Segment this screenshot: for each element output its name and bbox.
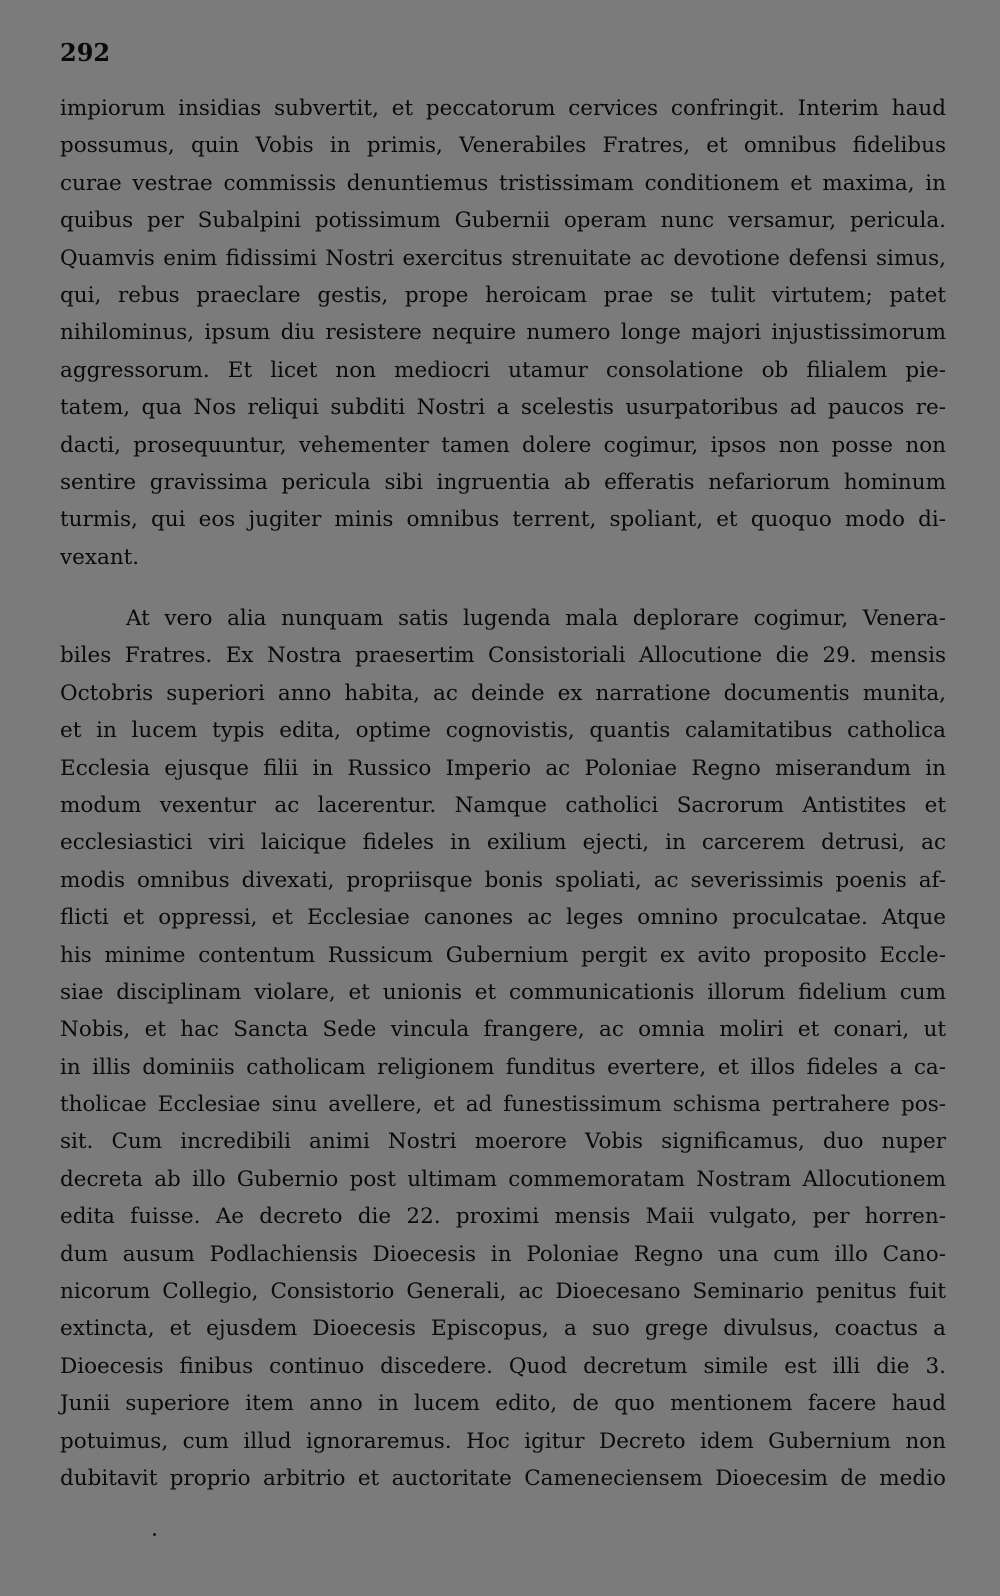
page-number: 292 <box>60 38 111 67</box>
text-line: decreta ab illo Gubernio post ultimam commemoratam Nostram Allocutionem <box>60 1166 946 1192</box>
text-line: dubitavit proprio arbitrio et auctoritate Cameneciensem Dioecesim de medio <box>60 1465 946 1491</box>
text-line: sit. Cum incredibili animi Nostri moerore Vobis significamus, duo nuper <box>60 1129 946 1155</box>
text-line: dum ausum Podlachiensis Dioecesis in Poloniae Regno una cum illo Cano- <box>60 1241 946 1267</box>
text-line: edita fuisse. Ae decreto die 22. proximi mensis Maii vulgato, per horren- <box>60 1204 946 1230</box>
text-line: nicorum Collegio, Consistorio Generali, ac Dioecesano Seminario penitus fuit <box>60 1279 946 1305</box>
text-line: ecclesiastici viri laicique fideles in exilium ejecti, in carcerem detrusi, ac <box>60 830 946 856</box>
text-line: sentire gravissima pericula sibi ingruentia ab efferatis nefariorum hominum <box>60 469 946 495</box>
text-line: Ecclesia ejusque filii in Russico Imperio ac Poloniae Regno miserandum in <box>60 755 946 781</box>
text-line: possumus, quin Vobis in primis, Venerabiles Fratres, et omnibus fidelibus <box>60 133 946 159</box>
text-line: Dioecesis finibus continuo discedere. Quod decretum simile est illi die 3. <box>60 1353 946 1379</box>
text-line: modum vexentur ac lacerentur. Namque catholici Sacrorum Antistites et <box>60 792 946 818</box>
text-line: Nobis, et hac Sancta Sede vincula frangere, ac omnia moliri et conari, ut <box>60 1017 946 1043</box>
text-line: qui, rebus praeclare gestis, prope heroicam prae se tulit virtutem; patet <box>60 282 946 308</box>
text-line: in illis dominiis catholicam religionem funditus evertere, et illos fideles a ca- <box>60 1054 946 1080</box>
paragraph-2 <box>60 600 946 1497</box>
text-line: siae disciplinam violare, et unionis et communicationis illorum fidelium cum <box>60 979 946 1005</box>
text-line: biles Fratres. Ex Nostra praesertim Consistoriali Allocutione die 29. mensis <box>60 643 946 669</box>
text-line: flicti et oppressi, et Ecclesiae canones ac leges omnino proculcatae. Atque <box>60 905 946 931</box>
text-line: nihilominus, ipsum diu resistere nequire numero longe majori injustissimorum <box>60 320 946 346</box>
text-line: Quamvis enim fidissimi Nostri exercitus strenuitate ac devotione defensi simus, <box>60 245 946 271</box>
text-line: tholicae Ecclesiae sinu avellere, et ad funestissimum schisma pertrahere pos- <box>60 1092 946 1118</box>
ink-speck <box>153 1533 156 1536</box>
text-line: curae vestrae commissis denuntiemus tristissimam conditionem et maxima, in <box>60 170 946 196</box>
text-line: impiorum insidias subvertit, et peccatorum cervices confringit. Interim haud <box>60 96 946 121</box>
paragraph-1 <box>60 90 946 576</box>
text-line: quibus per Subalpini potissimum Gubernii operam nunc versamur, pericula. <box>60 208 946 234</box>
text-line: modis omnibus divexati, propriisque bonis spoliati, ac severissimis poenis af- <box>60 867 946 893</box>
text-line: his minime contentum Russicum Gubernium pergit ex avito proposito Eccle- <box>60 942 946 968</box>
text-line: tatem, qua Nos reliqui subditi Nostri a scelestis usurpatoribus ad paucos re- <box>60 395 946 421</box>
text-line: dacti, prosequuntur, vehementer tamen dolere cogimur, ipsos non posse non <box>60 432 946 458</box>
text-line: aggressorum. Et licet non mediocri utamur consolatione ob filialem pie- <box>60 357 946 383</box>
text-line: At vero alia nunquam satis lugenda mala deplorare cogimur, Venera- <box>126 606 946 631</box>
text-line: extincta, et ejusdem Dioecesis Episcopus, a suo grege divulsus, coactus a <box>60 1316 946 1342</box>
text-line: turmis, qui eos jugiter minis omnibus terrent, spoliant, et quoquo modo di- <box>60 507 946 533</box>
text-line: et in lucem typis edita, optime cognovistis, quantis calamitatibus catholica <box>60 718 946 744</box>
text-line: Junii superiore item anno in lucem edito, de quo mentionem facere haud <box>60 1391 946 1417</box>
text-line: Octobris superiori anno habita, ac deinde ex narratione documentis munita, <box>60 680 946 706</box>
text-line: potuimus, cum illud ignoraremus. Hoc igitur Decreto idem Gubernium non <box>60 1428 946 1454</box>
text-line: vexant. <box>60 544 140 570</box>
